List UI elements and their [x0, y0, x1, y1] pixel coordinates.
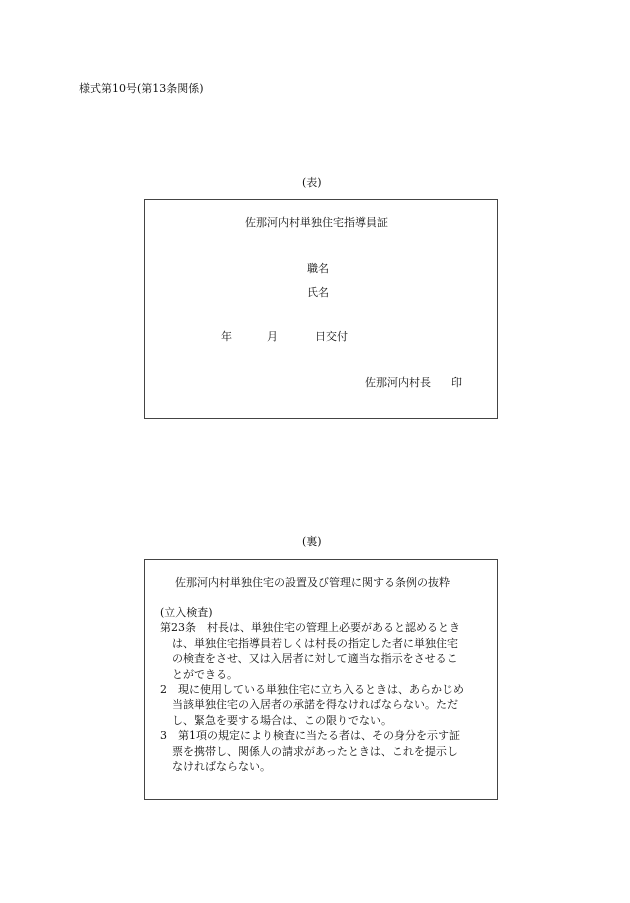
front-card [144, 199, 498, 419]
article-line: 3 第1項の規定により検査に当たる者は、その身分を示す証 [160, 729, 460, 743]
section-label: (立入検査) [160, 606, 213, 619]
article-line: 2 現に使用している単独住宅に立ち入るときは、あらかじめ [160, 683, 464, 697]
issuer-label: 佐那河内村長 [365, 376, 431, 389]
date-month-label: 月 [267, 330, 278, 343]
article-line: し、緊急を要する場合は、この限りでない。 [172, 713, 392, 727]
article-line: は、単独住宅指導員若しくは村長の指定した者に単独住宅 [172, 636, 458, 650]
form-number: 様式第10号(第13条関係) [79, 82, 204, 95]
front-heading: (表) [302, 176, 322, 189]
article-line: 第23条 村長は、単独住宅の管理上必要があると認めるとき [160, 621, 460, 635]
article-line: とができる。 [172, 667, 238, 681]
article-line: の検査をさせ、又は入居者に対して適当な指示をさせるこ [172, 652, 458, 666]
ordinance-excerpt [160, 605, 490, 774]
date-issued-label: 日交付 [315, 330, 348, 343]
front-title: 佐那河内村単独住宅指導員証 [245, 216, 388, 229]
seal-label: 印 [451, 376, 462, 389]
job-title-label: 職名 [307, 262, 329, 275]
name-label: 氏名 [307, 286, 329, 299]
back-title: 佐那河内村単独住宅の設置及び管理に関する条例の抜粋 [175, 576, 450, 589]
back-heading: (裏) [302, 535, 322, 548]
article-line: なければならない。 [172, 760, 271, 774]
date-year-label: 年 [221, 330, 232, 343]
article-line: 票を携帯し、関係人の請求があったときは、これを提示し [172, 744, 458, 758]
article-line: 当該単独住宅の入居者の承諾を得なければならない。ただ [172, 698, 458, 712]
